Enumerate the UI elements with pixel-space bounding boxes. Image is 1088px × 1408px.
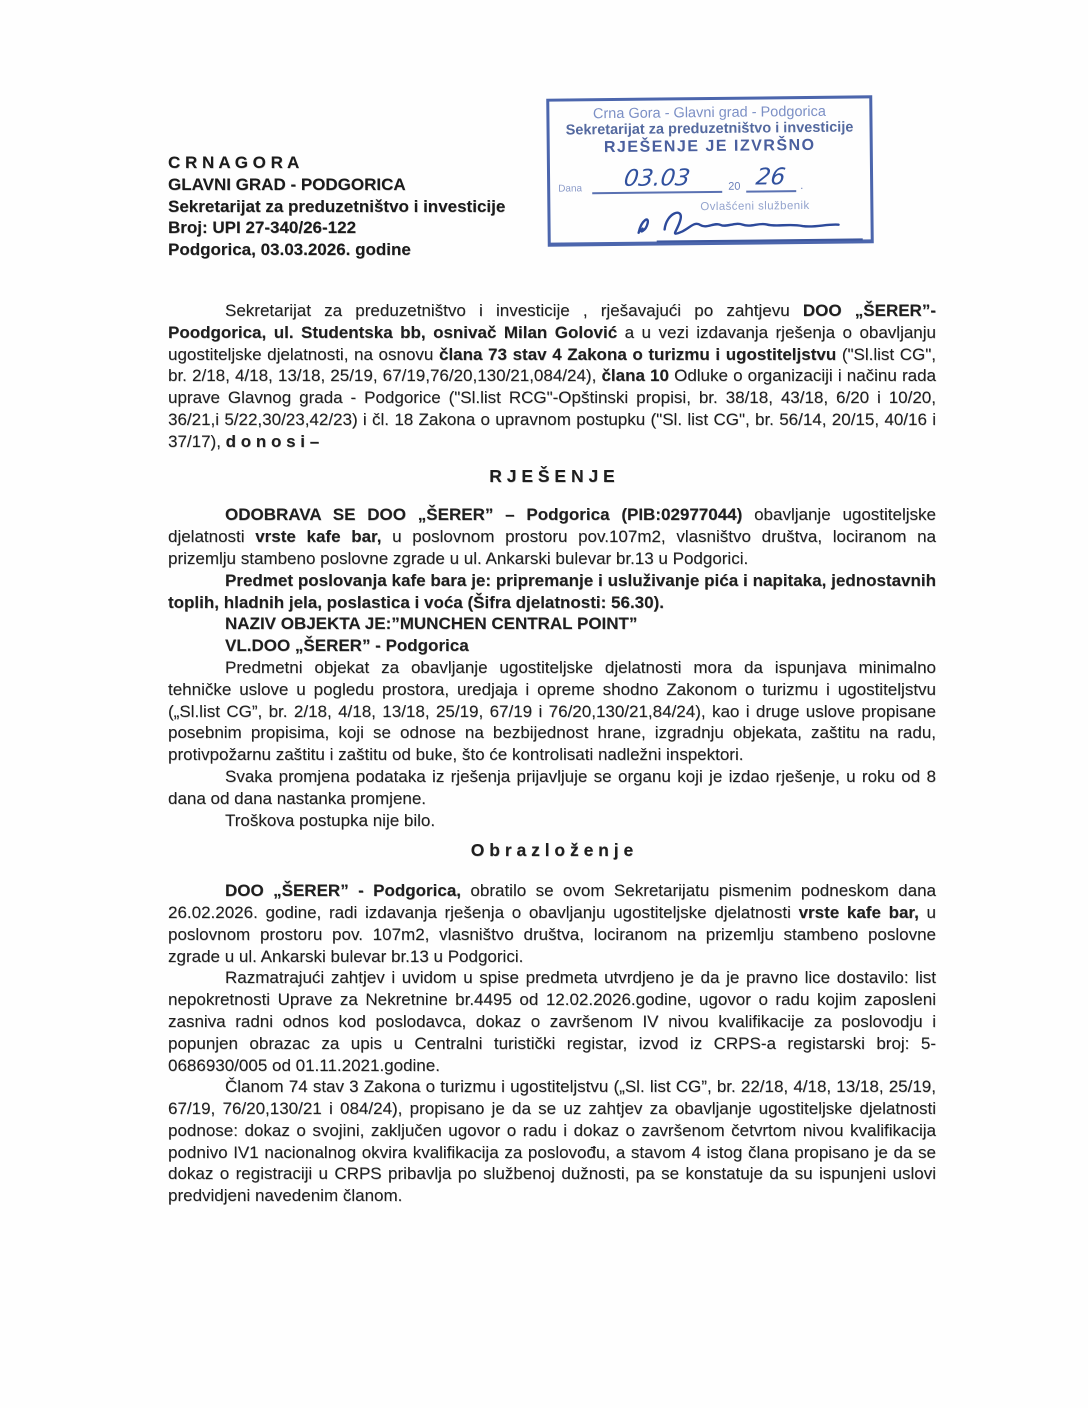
stamp-date-line-2 <box>746 164 796 193</box>
stamp-handwritten-date: 03.03 <box>622 165 692 192</box>
letterhead-date: Podgorica, 03.03.2026. godine <box>168 240 411 260</box>
heading-obrazlozenje: O b r a z l o ž e n j e <box>470 840 634 861</box>
document-body <box>168 300 936 1207</box>
letterhead-case-number: Broj: UPI 27-340/26-122 <box>168 218 357 238</box>
executive-stamp <box>546 95 874 246</box>
stamp-date-label: Dana <box>558 183 583 195</box>
stamp-authority-line: Crna Gora - Glavni grad - Podgorica <box>592 103 826 123</box>
paragraph-doo-zahtjev: DOO „ŠERER” - Podgorica, obratilo se ovom Sekretarijatu pismenim podneskom dana 26.02.2026. godine, radi izdavanja rješenja o obavljanju ugostiteljske djelatnosti vrste kafe bar, u poslovnom prostoru pov. 107m2, vlasništvo društva, lociranom na prizemlju stambeno poslovne zgrade u ul. Ankarski bulevar br.13 u Podgorici. <box>168 881 936 966</box>
letterhead <box>168 152 505 261</box>
paragraph-predmet: Predmet poslovanja kafe bara je: pripremanje i usluživanje pića i napitaka, jednostavnih toplih, hladnih jela, poslastica i voća (Šifra djelatnosti: 56.30). <box>168 570 936 612</box>
paragraph-troskovi: Troškova postupka nije bilo. <box>225 810 436 830</box>
letterhead-country: C R N A G O R A <box>168 153 300 172</box>
letterhead-secretariat: Sekretarijat za preduzetništvo i investicije <box>168 196 506 216</box>
letterhead-city: GLAVNI GRAD - PODGORICA <box>168 174 406 194</box>
stamp-date-line-1 <box>592 165 722 194</box>
paragraph-svaka-promjena: Svaka promjena podataka iz rješenja prijavljuje se organu koji je izdao rješenje, u roku od 8 dana od dana nastanka promjene. <box>168 766 936 808</box>
line-vlasnik: VL.DOO „ŠERER” - Podgorica <box>225 636 469 656</box>
stamp-status-line: RJEŠENJE JE IZVRŠNO <box>603 136 816 157</box>
stamp-date-row <box>550 160 870 199</box>
stamp-secretariat-line: Sekretarijat za preduzetništvo i investicije <box>565 119 854 139</box>
stamp-officer-row <box>550 196 870 247</box>
paragraph-predmetni-objekat: Predmetni objekat za obavljanje ugostiteljske djelatnosti mora da ispunjava minimalno tehničke uslove u pogledu prostora, uredjaja i opreme shodno Zakonom o turizmu i ugostiteljstvu („Sl.list CG”, br. 2/18, 4/18, 13/18, 25/19, 67/19 i 76/20,130/21,84/24), kao i druge uslove propisane posebnim propisima, koji se odnose na bezbijednost hrane, izgradnju objekata, zaštitu na radu, protivpožarnu zaštitu i zaštitu od buke, što će kontrolisati nadležni inspektori. <box>168 657 936 765</box>
stamp-year-prefix: 20 <box>728 180 741 193</box>
paragraph-odobrava: ODOBRAVA SE DOO „ŠERER” – Podgorica (PIB:02977044) obavljanje ugostiteljske djelatnosti vrste kafe bar, u poslovnom prostoru pov.107m2, vlasništvo društva, lociranom na prizemlju stambeno poslovne zgrade u ul. Ankarski bulevar br.13 u Podgorici. <box>168 505 936 568</box>
stamp-handwritten-year: 26 <box>754 164 788 191</box>
paragraph-clanom-74: Članom 74 stav 3 Zakona o turizmu i ugostiteljstvu („Sl. list CG”, br. 22/18, 4/18, 13/18, 25/19, 67/19, 76/20,130/21 i 084/24), propisano je da se uz zahtjev za obavljanje ugostiteljske djelatnosti podnose: dokaz o svojini, zaključen ugovor o radu i dokaz o završenom četvrtom nivou kvalifikacija podnivo IV1 nacionalnog okvira kvalifikacija za poslovođu, a stavom 4 istog člana propisano je da se dokaz o registraciji u CRPS pribavlja po službenoj dužnosti, pa se konstatuje da su ispunjeni uslovi predvidjeni navedenim članom. <box>168 1077 936 1206</box>
paragraph-razmatrajuci: Razmatrajući zahtjev i uvidom u spise predmeta utvrdjeno je da je pravno lice dostavilo: list nepokretnosti Uprave za Nekretnine br.4495 od 12.02.2026.godine, ugovor o radu kojim zaposleni zasniva radni odnos kod poslodavca, dokaz o završenom IV nivou kvalifikacije za poslovodju i popunjen obrazac za upis u Centralni turistički registar, izvod iz CRPS-a registarski broj: 5-0686930/005 od 01.11.2021.godine. <box>168 968 936 1075</box>
line-naziv-objekta: NAZIV OBJEKTA JE:”MUNCHEN CENTRAL POINT” <box>225 614 638 634</box>
paragraph-intro: Sekretarijat za preduzetništvo i investicije , rješavajući po zahtjevu DOO „ŠERER”- Poodgorica, ul. Studentska bb, osnivač Milan Golović a u vezi izdavanja rješenja o obavljanju ugostiteljske djelatnosti, na osnovu člana 73 stav 4 Zakona o turizmu i ugostiteljstvu ("Sl.list CG", br. 2/18, 4/18, 13/18, 25/19, 67/19,76/20,130/21,084/24), člana 10 Odluke o organizaciji i načinu rada uprave Glavnog grada - Podgorice ("Sl.list RCG"-Opštinski propisi, br. 38/18, 43/18, 6/20 i 10/20, 36/21,i 5/22,30/23,42/23) i čl. 18 Zakona o upravnom postupku ("Sl. list CG", br. 56/14, 20/15, 40/16 i 37/17), d o n o s i – <box>168 301 936 451</box>
stamp-date-suffix: . <box>800 180 804 193</box>
heading-rjesenje: R J E Š E N J E <box>489 465 615 486</box>
stamp-officer-label: Ovlašćeni službenik <box>700 199 810 214</box>
